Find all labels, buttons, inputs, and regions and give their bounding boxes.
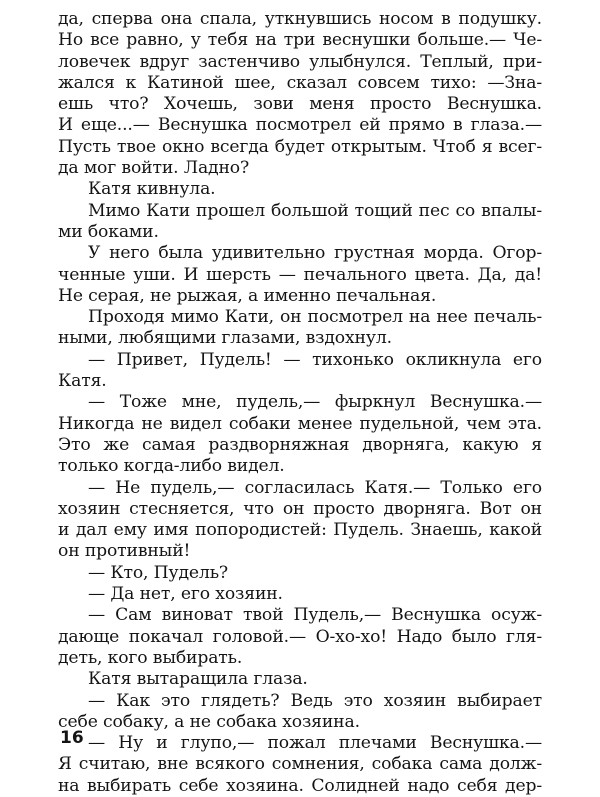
text-line: и дал ему имя попородистей: Пудель. Знаешь, какой <box>58 520 542 541</box>
body-text <box>58 9 542 797</box>
text-line: Катя вытаращила глаза. <box>88 669 308 690</box>
text-line: У него была удивительно грустная морда. Огор- <box>88 243 542 264</box>
text-line: да мог войти. Ладно? <box>58 158 250 179</box>
text-line: — Тоже мне, пудель,— фыркнул Веснушка.— <box>88 392 542 413</box>
text-line: Это же самая раздворняжная дворняга, какую я <box>58 434 542 455</box>
text-line: ми боками. <box>58 221 159 242</box>
text-line: — Ну и глупо,— пожал плечами Веснушка.— <box>88 733 542 754</box>
text-line: ными, любящими глазами, вздохнул. <box>58 328 392 349</box>
text-line: Проходя мимо Кати, он посмотрел на нее печаль- <box>88 307 542 328</box>
text-line: Никогда не видел собаки менее пудельной, чем эта. <box>58 413 542 434</box>
text-line: только когда-либо видел. <box>58 456 285 477</box>
text-line: Катя. <box>58 371 107 392</box>
text-line: Пусть твое окно всегда будет открытым. Чтоб я всег- <box>58 136 542 157</box>
text-line: на выбирать себе хозяина. Солидней надо себя дер- <box>58 775 542 796</box>
text-line: Катя кивнула. <box>88 179 216 200</box>
text-line: ловечек вдруг застенчиво улыбнулся. Теплый, при- <box>58 51 542 72</box>
text-line: себе собаку, а не собака хозяина. <box>58 711 360 732</box>
text-line: дающе покачал головой.— О-хо-хо! Надо было гля- <box>58 626 542 647</box>
text-line: Мимо Кати прошел большой тощий пес со впалы- <box>88 200 542 221</box>
text-line: И еще...— Веснушка посмотрел ей прямо в глаза.— <box>58 115 542 136</box>
text-line: ченные уши. И шерсть — печального цвета. Да, да! <box>58 264 542 285</box>
text-line: Но все равно, у тебя на три веснушки больше.— Че- <box>58 30 542 51</box>
text-line: — Не пудель,— согласилась Катя.— Только его <box>88 477 542 498</box>
text-line: — Да нет, его хозяин. <box>88 584 283 605</box>
text-line: — Сам виноват твой Пудель,— Веснушка осуж- <box>88 605 542 626</box>
text-line: Я считаю, вне всякого сомнения, собака сама долж- <box>58 754 542 775</box>
text-line: жался к Катиной шее, сказал совсем тихо: —Зна- <box>58 72 542 93</box>
page-number: 16 <box>60 728 84 748</box>
text-line: Не серая, не рыжая, а именно печальная. <box>58 285 437 306</box>
text-line: — Привет, Пудель! — тихонько окликнула его <box>88 349 542 370</box>
text-line: ешь что? Хочешь, зови меня просто Веснушка. <box>58 94 542 115</box>
text-line: он противный! <box>58 541 191 562</box>
text-line: — Кто, Пудель? <box>88 562 228 583</box>
text-line: деть, кого выбирать. <box>58 647 243 668</box>
text-line: да, сперва она спала, уткнувшись носом в подушку. <box>58 9 542 29</box>
text-line: — Как это глядеть? Ведь это хозяин выбирает <box>88 690 542 711</box>
text-line: хозяин стесняется, что он просто дворняга. Вот он <box>58 498 542 519</box>
